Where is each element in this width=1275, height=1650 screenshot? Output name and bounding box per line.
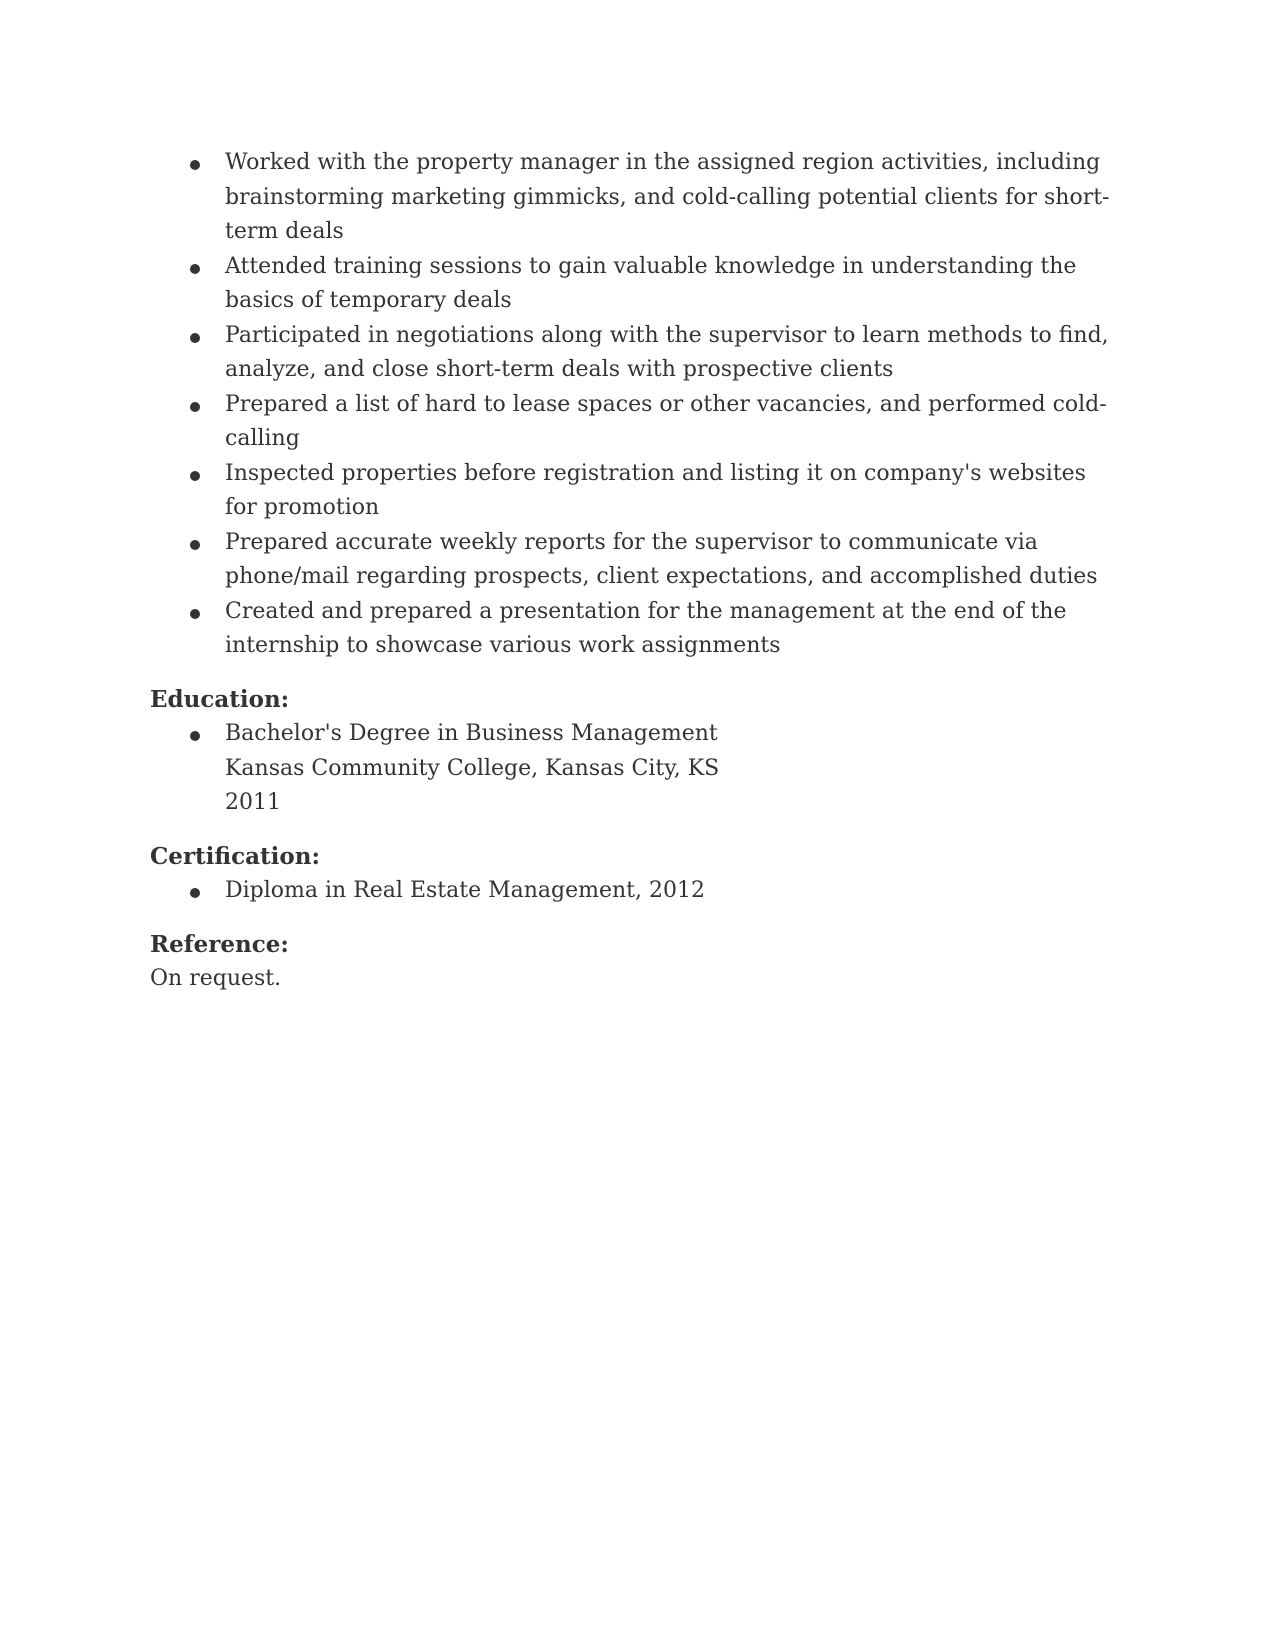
reference-section <box>150 928 1110 997</box>
degree-name: Bachelor's Degree in Business Management <box>225 721 718 746</box>
certification-item: Diploma in Real Estate Management, 2012 <box>150 874 1110 909</box>
duty-item: Created and prepared a presentation for the management at the end of the internship to showcase various work assignments <box>150 595 1110 664</box>
certification-section <box>150 840 1110 909</box>
duty-item: Prepared a list of hard to lease spaces or other vacancies, and performed cold-calling <box>150 388 1110 457</box>
education-list <box>150 717 1110 821</box>
reference-text: On request. <box>150 966 282 991</box>
experience-duties-list <box>150 146 1110 664</box>
resume-page <box>150 146 1110 997</box>
certification-heading: Certification: <box>150 842 320 870</box>
education-heading: Education: <box>150 685 290 713</box>
duty-item: Inspected properties before registration and listing it on company's websites for promotion <box>150 457 1110 526</box>
certification-list <box>150 874 1110 909</box>
duty-item: Worked with the property manager in the assigned region activities, including brainstorming marketing gimmicks, and cold-calling potential clients for short-term deals <box>150 146 1110 250</box>
education-item <box>150 717 1110 821</box>
school-name: Kansas Community College, Kansas City, KS <box>225 755 720 781</box>
duty-item: Participated in negotiations along with the supervisor to learn methods to find, analyze, and close short-term deals with prospective clients <box>150 319 1110 388</box>
duty-item: Prepared accurate weekly reports for the supervisor to communicate via phone/mail regarding prospects, client expectations, and accomplished duties <box>150 526 1110 595</box>
education-section <box>150 683 1110 821</box>
duty-item: Attended training sessions to gain valuable knowledge in understanding the basics of temporary deals <box>150 250 1110 319</box>
graduation-year: 2011 <box>225 790 281 815</box>
reference-heading: Reference: <box>150 930 289 958</box>
